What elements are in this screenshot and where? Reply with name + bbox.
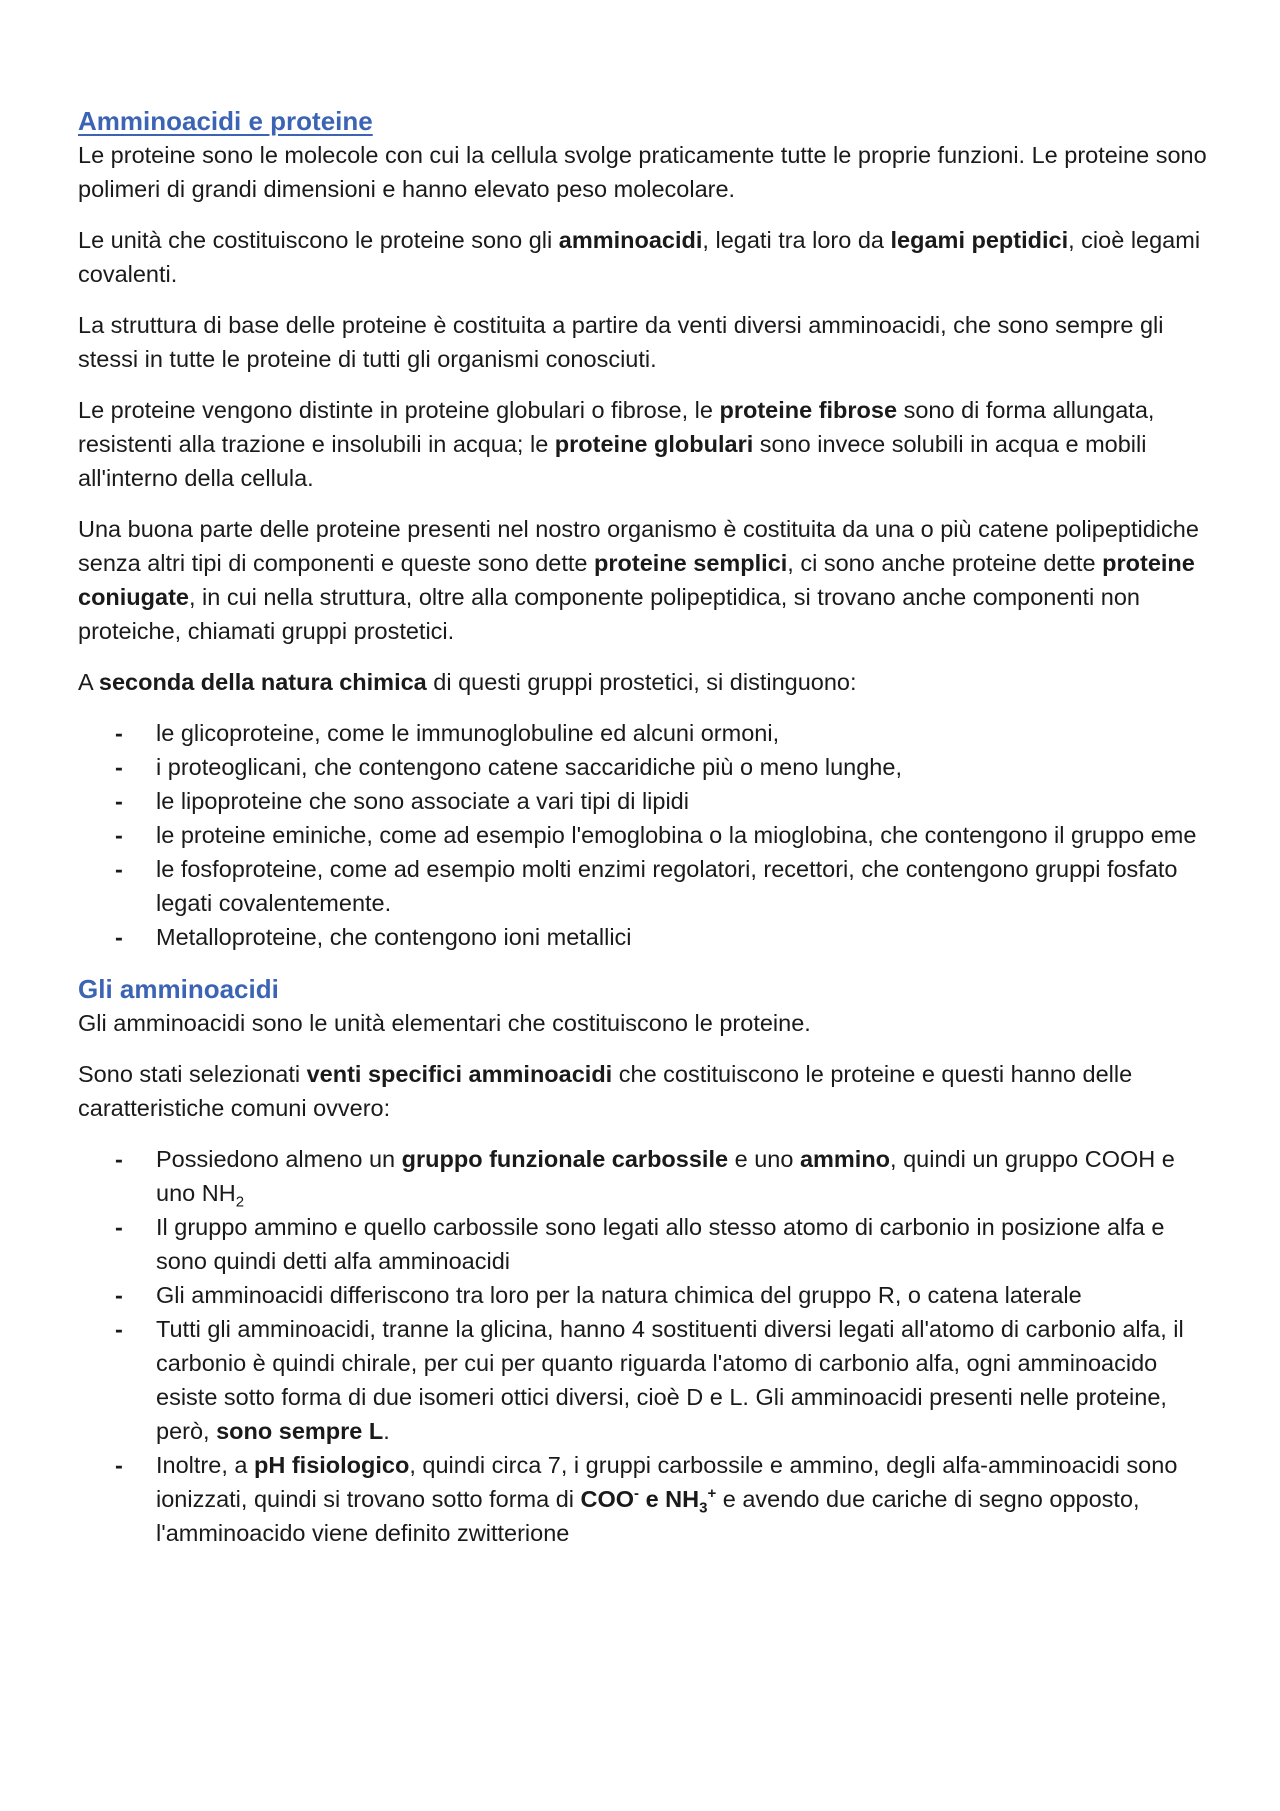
bold-text: seconda della natura chimica — [98, 669, 427, 695]
bold-text: ammino — [799, 1146, 891, 1172]
text: di questi gruppi prostetici, si distinguono: — [426, 669, 857, 695]
text: , quindi un gruppo COOH e uno NH — [156, 1146, 1175, 1206]
bold-text: proteine semplici — [594, 550, 788, 576]
paragraph-7: Gli amminoacidi sono le unità elementari che costituiscono le proteine. — [78, 1010, 811, 1036]
bullet-marker: - — [115, 1146, 123, 1172]
bullet-marker: - — [115, 1214, 123, 1240]
text: e avendo due cariche di segno opposto, l'amminoacido viene definito zwitterione — [156, 1486, 1140, 1546]
bold-text: amminoacidi — [558, 227, 703, 253]
bullet-marker: - — [115, 1316, 123, 1342]
bullet-marker: - — [115, 822, 123, 848]
bold-text — [580, 1485, 717, 1517]
list-item — [78, 1278, 1208, 1312]
text: , quindi circa 7, i gruppi carbossile e ammino, degli alfa-amminoacidi sono ionizzati, quindi si trovano sotto forma di — [156, 1452, 1178, 1512]
text: Una buona parte delle proteine presenti nel nostro organismo è costituita da una o più catene polipeptidiche senza altri tipi di componenti e queste sono dette — [78, 516, 1199, 576]
list-item-text: le glicoproteine, come le immunoglobuline ed alcuni ormoni, — [156, 720, 780, 746]
list-item-text: Gli amminoacidi differiscono tra loro per la natura chimica del gruppo R, o catena laterale — [156, 1282, 1082, 1308]
text: A — [78, 669, 99, 695]
bold-text: gruppo funzionale carbossile — [401, 1146, 729, 1172]
text: , ci sono anche proteine dette — [787, 550, 1103, 576]
text: . — [383, 1418, 390, 1444]
text: Tutti gli amminoacidi, tranne la glicina, hanno 4 sostituenti diversi legati all'atomo di carbonio alfa, il carbonio è quindi chirale, per cui per quanto riguarda l'atomo di carbonio alfa, ogni amminoacido esiste sotto forma di due isomeri ottici diversi, cioè D e L. Gli amminoacidi presenti nelle proteine, però, — [156, 1316, 1184, 1444]
text: sono invece solubili in acqua e mobili all'interno della cellula. — [78, 431, 1147, 491]
text: Le unità che costituiscono le proteine sono gli — [78, 227, 559, 253]
subscript: 2 — [235, 1193, 245, 1211]
bullet-marker: - — [115, 754, 123, 780]
prosthetic-groups-list — [78, 716, 1208, 954]
superscript-minus: - — [634, 1485, 640, 1503]
list-item-text: le lipoproteine che sono associate a vari tipi di lipidi — [156, 788, 689, 814]
section-title-gli-amminoacidi: Gli amminoacidi — [78, 974, 279, 1004]
list-item — [78, 852, 1208, 920]
bullet-marker: - — [115, 1452, 123, 1478]
text: , in cui nella struttura, oltre alla componente polipeptidica, si trovano anche componenti non proteiche, chiamati gruppi prostetici. — [78, 584, 1140, 644]
bold-text: pH fisiologico — [253, 1452, 410, 1478]
text: , cioè legami covalenti. — [78, 227, 1201, 287]
list-item — [78, 1142, 1208, 1210]
text: Inoltre, a — [156, 1452, 254, 1478]
list-item-text: Il gruppo ammino e quello carbossile sono legati allo stesso atomo di carbonio in posizione alfa e sono quindi detti alfa amminoacidi — [156, 1214, 1165, 1274]
formula-nh: e NH — [639, 1486, 700, 1512]
paragraph-3: La struttura di base delle proteine è costituita a partire da venti diversi amminoacidi, che sono sempre gli stessi in tutte le proteine di tutti gli organismi conosciuti. — [78, 312, 1164, 372]
text: , legati tra loro da — [702, 227, 891, 253]
text: che costituiscono le proteine e questi hanno delle caratteristiche comuni ovvero: — [78, 1061, 1133, 1121]
bullet-marker: - — [115, 856, 123, 882]
list-item — [78, 716, 1208, 750]
list-item — [78, 750, 1208, 784]
list-item — [78, 1312, 1208, 1448]
text: sono di forma allungata, resistenti alla trazione e insolubili in acqua; le — [78, 397, 1155, 457]
bold-text: legami peptidici — [890, 227, 1069, 253]
bold-text: proteine globulari — [554, 431, 754, 457]
bold-text: sono sempre L — [216, 1418, 384, 1444]
text: Possiedono almeno un — [156, 1146, 402, 1172]
list-item-text: le fosfoproteine, come ad esempio molti enzimi regolatori, recettori, che contengono gruppi fosfato legati covalentemente. — [156, 856, 1178, 916]
list-item-text: le proteine eminiche, come ad esempio l'emoglobina o la mioglobina, che contengono il gruppo eme — [156, 822, 1197, 848]
list-item — [78, 1210, 1208, 1278]
text: e uno — [728, 1146, 800, 1172]
bullet-marker: - — [115, 788, 123, 814]
formula-coo: COO — [580, 1486, 635, 1512]
bullet-marker: - — [115, 924, 123, 950]
bold-text: proteine coniugate — [78, 550, 1195, 610]
bullet-marker: - — [115, 720, 123, 746]
paragraph-5 — [78, 512, 1208, 648]
list-item-text: Metalloproteine, che contengono ioni metallici — [156, 924, 632, 950]
subscript-3: 3 — [699, 1499, 708, 1517]
paragraph-1: Le proteine sono le molecole con cui la cellula svolge praticamente tutte le proprie funzioni. Le proteine sono polimeri di grandi dimensioni e hanno elevato peso molecolare. — [78, 142, 1207, 202]
list-item — [78, 784, 1208, 818]
paragraph-2 — [78, 223, 1208, 291]
list-item — [78, 818, 1208, 852]
bold-text: proteine fibrose — [719, 397, 898, 423]
section-title-amminoacidi-e-proteine: Amminoacidi e proteine — [78, 106, 373, 136]
list-item-text: i proteoglicani, che contengono catene saccaridiche più o meno lunghe, — [156, 754, 902, 780]
document-content — [78, 104, 1208, 1567]
list-item — [78, 920, 1208, 954]
bold-text: venti specifici amminoacidi — [306, 1061, 613, 1087]
superscript-plus: + — [707, 1485, 717, 1503]
list-item — [78, 1448, 1208, 1550]
paragraph-8 — [78, 1057, 1208, 1125]
text: Le proteine vengono distinte in proteine globulari o fibrose, le — [78, 397, 720, 423]
amino-acid-features-list — [78, 1142, 1208, 1550]
bullet-marker: - — [115, 1282, 123, 1308]
text: Sono stati selezionati — [78, 1061, 307, 1087]
paragraph-6 — [78, 665, 1208, 699]
paragraph-4 — [78, 393, 1208, 495]
